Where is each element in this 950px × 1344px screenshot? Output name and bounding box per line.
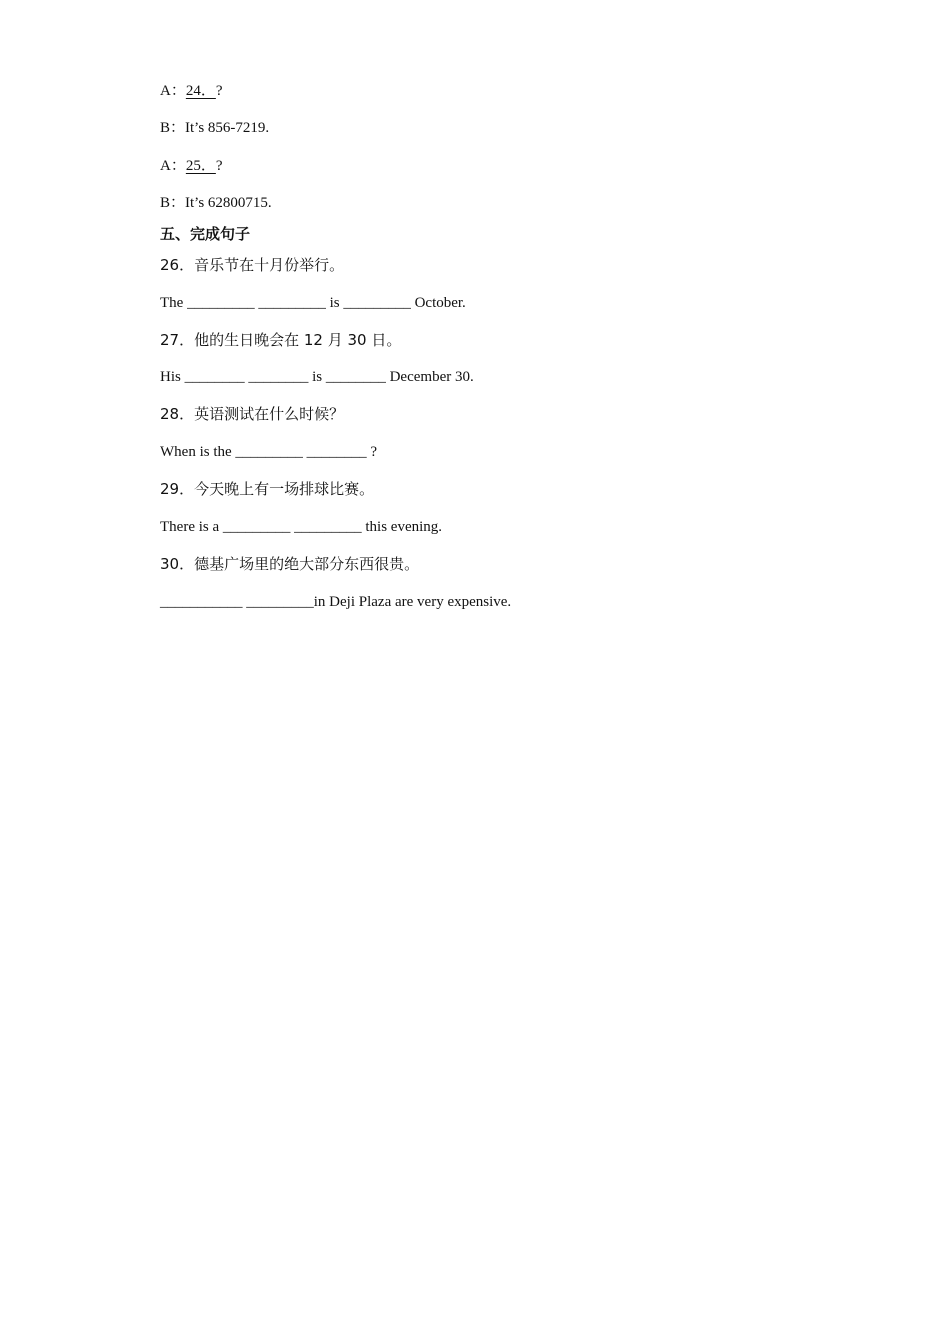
- answer-line-26: The _________ _________ is _________ October.: [160, 295, 466, 311]
- answer-blank-24: 24．: [185, 83, 216, 99]
- section-title: 五、完成句子: [160, 225, 251, 243]
- speaker-label: B：: [160, 195, 186, 211]
- answer-blank-25: 25．: [185, 158, 216, 174]
- question-mark: ?: [215, 158, 223, 174]
- dialogue-text: It’s 856-7219.: [185, 120, 270, 136]
- question-prompt-27: 27．他的生日晚会在 12 月 30 日。: [160, 331, 402, 349]
- question-prompt-26: 26．音乐节在十月份举行。: [160, 256, 345, 274]
- question-prompt-28: 28．英语测试在什么时候？: [160, 405, 345, 423]
- answer-line-27: His ________ ________ is ________ December 30.: [160, 369, 474, 385]
- question-prompt-29: 29．今天晚上有一场排球比赛。: [160, 480, 375, 498]
- question-mark: ?: [215, 83, 223, 99]
- speaker-label: B：: [160, 120, 186, 136]
- answer-line-30: ___________ _________in Deji Plaza are very expensive.: [160, 594, 512, 610]
- dialogue-line-a-25: [160, 156, 223, 176]
- speaker-label: A：: [160, 158, 186, 174]
- question-prompt-30: 30．德基广场里的绝大部分东西很贵。: [160, 555, 420, 573]
- dialogue-line-a-24: [160, 81, 223, 101]
- dialogue-line-b-2: [160, 193, 272, 213]
- dialogue-text: It’s 62800715.: [185, 195, 272, 211]
- dialogue-line-b-1: [160, 118, 269, 138]
- speaker-label: A：: [160, 83, 186, 99]
- answer-line-29: There is a _________ _________ this evening.: [160, 519, 443, 535]
- answer-line-28: When is the _________ ________ ?: [160, 444, 378, 460]
